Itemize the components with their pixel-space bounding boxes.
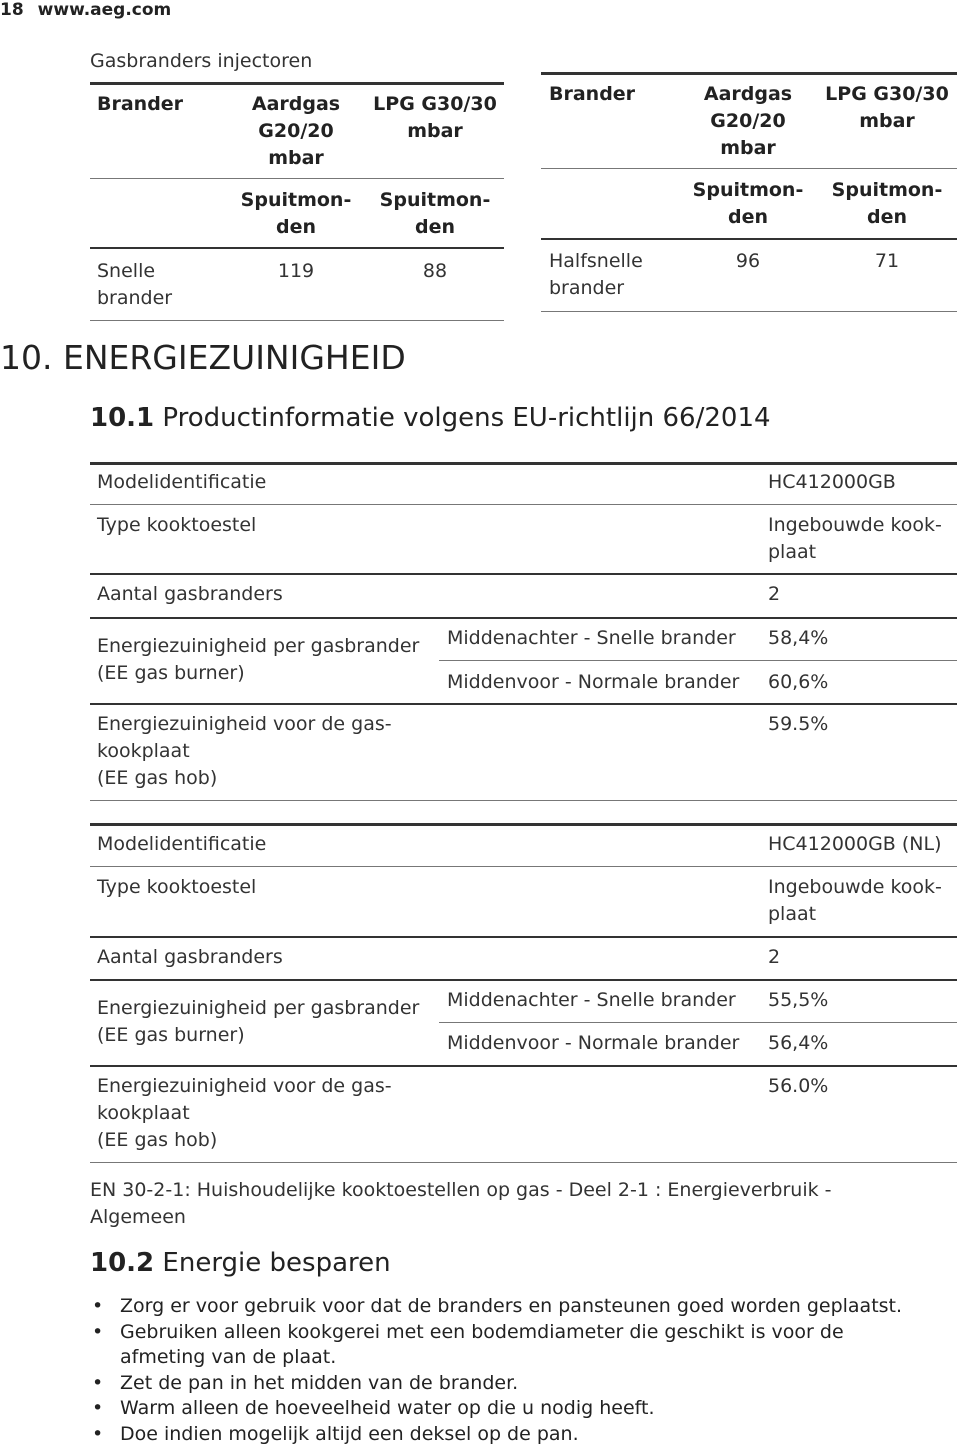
- table-rule: [439, 1022, 957, 1023]
- table-rule: [90, 247, 504, 249]
- col-header-brander: Brander: [549, 83, 636, 105]
- cell-value: 88: [422, 260, 448, 282]
- page-number: 18: [0, 0, 24, 20]
- burner1-value: 55,5%: [768, 989, 829, 1011]
- eff-hob-value: 59.5%: [768, 713, 829, 735]
- subheader-spuitmonden: Spuitmon- den: [692, 179, 804, 228]
- table-rule: [541, 238, 957, 240]
- list-item-continuation: afmeting van de plaat.: [120, 1346, 337, 1368]
- col-header-lpg: LPG G30/30 mbar: [373, 93, 497, 142]
- type-value: Ingebouwde kook- plaat: [768, 876, 942, 925]
- list-item: • Warm alleen de hoeveelheid water op die u nodig heeft.: [90, 1396, 955, 1422]
- model-label: Modelidentificatie: [97, 471, 267, 493]
- injector-caption: Gasbranders injectoren: [90, 50, 313, 72]
- subheader-spuitmonden: Spuitmon- den: [379, 189, 491, 238]
- count-value: 2: [768, 946, 781, 968]
- eff-hob-label: Energiezuinigheid voor de gas- kookplaat (EE gas hob): [97, 713, 392, 789]
- burner1-value: 58,4%: [768, 627, 829, 649]
- page-header: [0, 0, 185, 20]
- table-rule: [90, 703, 957, 705]
- subsection-heading-10-1: 10.1 Productinformatie volgens EU-richtlijn 66/2014: [90, 403, 771, 433]
- table-rule: [90, 1065, 957, 1067]
- table-rule: [90, 504, 957, 505]
- bullet-icon: •: [92, 1397, 104, 1419]
- list-item: • Zorg er voor gebruik voor dat de branders en pansteunen goed worden geplaatst.: [90, 1294, 955, 1320]
- table-rule: [90, 979, 957, 981]
- eff-burner-label: Energiezuinigheid per gasbrander (EE gas burner): [97, 997, 420, 1046]
- bullet-icon: •: [92, 1371, 104, 1394]
- table-rule: [90, 82, 504, 85]
- type-value: Ingebouwde kook- plaat: [768, 514, 942, 563]
- row-label-snelle: Snelle brander: [97, 260, 173, 309]
- count-label: Aantal gasbranders: [97, 583, 283, 605]
- eff-hob-label: Energiezuinigheid voor de gas- kookplaat (EE gas hob): [97, 1075, 392, 1151]
- cell-value: 119: [277, 260, 315, 282]
- eff-hob-value: 56.0%: [768, 1075, 829, 1097]
- count-label: Aantal gasbranders: [97, 946, 283, 968]
- table-rule: [541, 72, 957, 75]
- table-rule: [90, 800, 957, 801]
- table-rule: [439, 660, 957, 661]
- burner2-name: Middenvoor - Normale brander: [447, 1032, 740, 1054]
- type-label: Type kooktoestel: [97, 514, 257, 536]
- burner2-value: 56,4%: [768, 1032, 829, 1054]
- list-item: • Gebruiken alleen kookgerei met een bodemdiameter die geschikt is voor de: [90, 1320, 955, 1346]
- table-rule: [90, 320, 504, 321]
- eff-burner-label: Energiezuinigheid per gasbrander (EE gas burner): [97, 635, 420, 684]
- standard-reference: EN 30-2-1: Huishoudelijke kooktoestellen op gas - Deel 2-1 : Energieverbruik - Algemeen: [90, 1179, 832, 1228]
- table-rule: [90, 823, 957, 826]
- subsection-heading-10-2: 10.2 Energie besparen: [90, 1248, 391, 1278]
- type-label: Type kooktoestel: [97, 876, 257, 898]
- bullet-icon: •: [92, 1320, 104, 1343]
- burner1-name: Middenachter - Snelle brander: [447, 989, 736, 1011]
- burner2-value: 60,6%: [768, 671, 829, 693]
- website-link[interactable]: www.aeg.com: [37, 0, 172, 20]
- col-header-brander: Brander: [97, 93, 184, 115]
- table-rule: [541, 311, 957, 312]
- table-rule: [90, 936, 957, 938]
- model-value: HC412000GB (NL): [768, 833, 942, 855]
- table-rule: [90, 462, 957, 465]
- model-value: HC412000GB: [768, 471, 896, 493]
- col-header-aardgas: Aardgas G20/20 mbar: [703, 83, 793, 159]
- cell-value: 71: [874, 250, 900, 272]
- table-rule: [90, 573, 957, 575]
- col-header-aardgas: Aardgas G20/20 mbar: [251, 93, 341, 169]
- cell-value: 96: [735, 250, 761, 272]
- burner1-name: Middenachter - Snelle brander: [447, 627, 736, 649]
- energy-saving-list: [90, 1294, 955, 1447]
- subheader-spuitmonden: Spuitmon- den: [831, 179, 943, 228]
- table-rule: [90, 178, 504, 179]
- bullet-icon: •: [92, 1295, 104, 1317]
- row-label-halfsnelle: Halfsnelle brander: [549, 250, 643, 299]
- count-value: 2: [768, 583, 781, 605]
- table-rule: [90, 1162, 957, 1163]
- list-item: • Doe indien mogelijk altijd een deksel op de pan.: [90, 1422, 955, 1448]
- table-rule: [90, 617, 957, 619]
- section-title: 10. ENERGIEZUINIGHEID: [0, 338, 406, 377]
- col-header-lpg: LPG G30/30 mbar: [825, 83, 949, 132]
- table-rule: [541, 168, 957, 169]
- list-item: • Zet de pan in het midden van de brander.: [90, 1371, 955, 1397]
- model-label: Modelidentificatie: [97, 833, 267, 855]
- table-rule: [90, 866, 957, 867]
- burner2-name: Middenvoor - Normale brander: [447, 671, 740, 693]
- bullet-icon: •: [92, 1422, 104, 1445]
- subheader-spuitmonden: Spuitmon- den: [240, 189, 352, 238]
